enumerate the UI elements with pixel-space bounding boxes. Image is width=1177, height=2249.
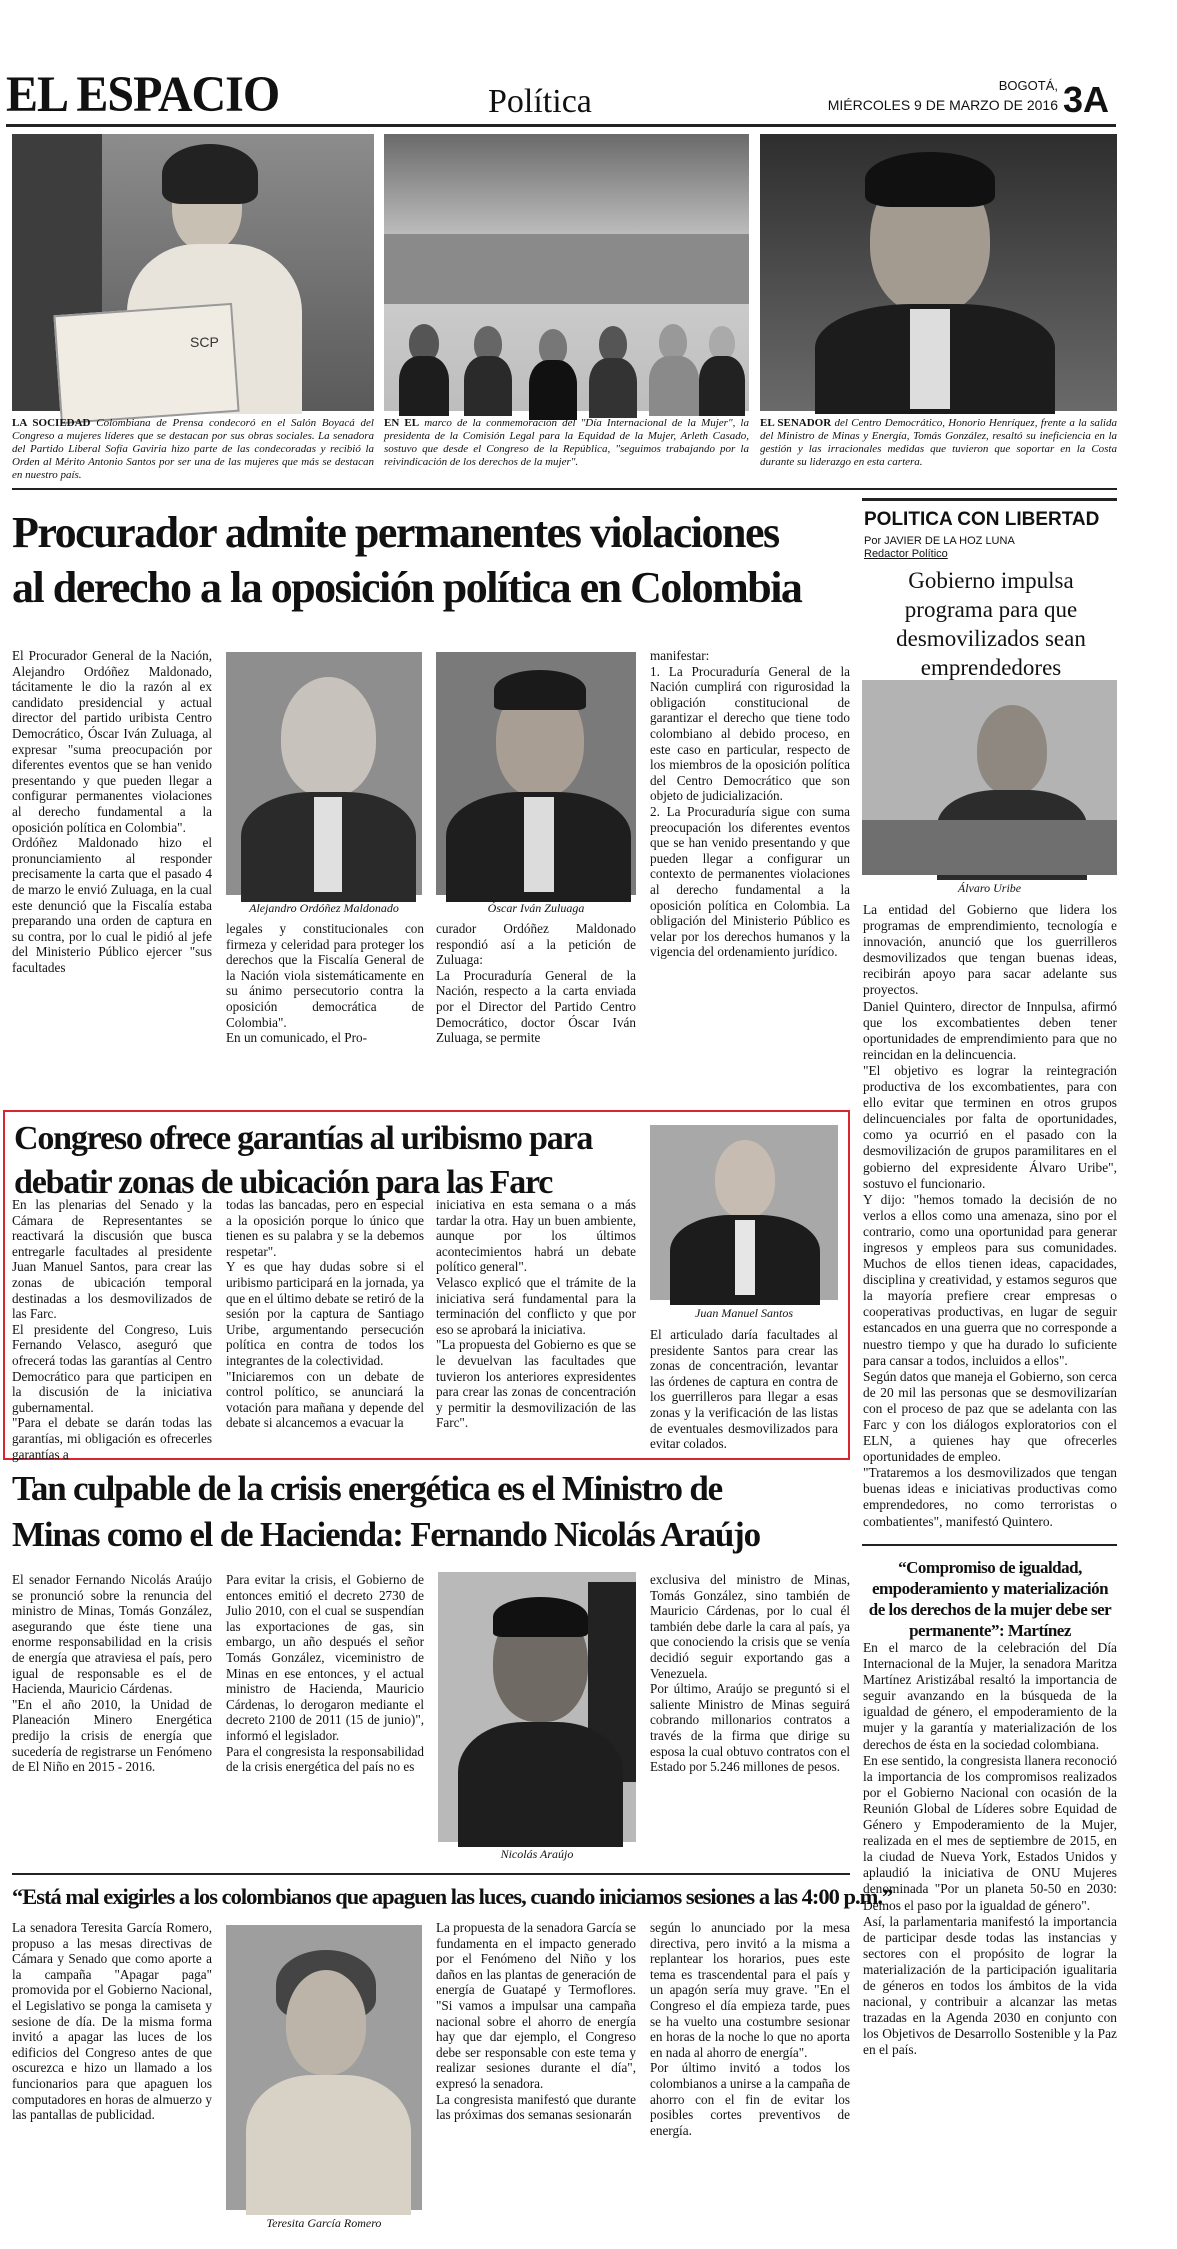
article4-col2: La propuesta de la senadora García se fundamenta en el impacto generado por el Fenómeno del Niño y los daños en las plantas de generación de energía de Guatapé y Termoflores. "Si vamos a impulsar una campaña nacional sobre el ahorro de energía hay que dar ejemplo, el Congreso debe ser responsable con este tema y realizar sesiones durante el día", expresó la senadora. La congresista manifestó que durante las próximas dos semanas sesionarán <box>436 1920 636 2123</box>
caption-2-lead: EN EL <box>384 417 420 429</box>
article1-col4: manifestar: 1. La Procuraduría General de la Nación cumplirá con rigurosidad la obligación constitucional de garantizar el derecho que tiene todo colombiano al debido proceso, en este caso en particular, respecto de los miembros de la oposición política del Centro Democrático que son objeto de judicialización. 2. La Procuraduría sigue con suma preocupación los diferentes eventos que se han venido presentando y que pueden llegar a configurar un contexto de permanentes violaciones al derecho fundamental a la oposición política en Colombia. La obligación del Ministerio Público es velar por los derechos humanos y la vigencia del ordenamiento jurídico. <box>650 648 850 960</box>
column-role: Redactor Político <box>864 548 948 560</box>
masthead-city: BOGOTÁ, <box>998 78 1058 93</box>
photo-juan-manuel-santos <box>650 1125 838 1300</box>
caption-3-text: del Centro Democrático, Honorio Henríquez, frente a la salida del Ministro de Minas y Energía, Tomás González, resaltó su ineficiencia en la gestión y las irracionales medidas que tuvieron que soportar en la Costa durante su liderazgo en esta cartera. <box>760 417 1117 468</box>
caption-photo-1 <box>12 417 374 482</box>
article3-col2: Para evitar la crisis, el Gobierno de entonces emitió el decreto 2730 de Julio 2010, con el cual se suspendían las exportaciones de gas, sin embargo, un año después el señor Tomás González, viceministro de Minas en ese entonces, y el actual ministro de Hacienda, Mauricio Cárdenas, lo derogaron mediante el decreto 2100 de 2011 (15 de junio)", informó el legislador. Para el congresista la responsabilidad de la crisis energética del país no es <box>226 1572 424 1775</box>
photo-teresita-garcia <box>226 1925 422 2210</box>
article4-col3: según lo anunciado por la mesa directiva, pero invitó a la misma a replantear los horarios, pues este tema es trascendental para el país y un apagón sería muy grave. "En el Congreso el día empieza tarde, pues se ha vuelto una costumbre sesionar en horas de la noche lo que no aporta en nada al ahorro de energía". Por último invitó a todos los colombianos a unirse a la campaña de ahorro con el fin de evitar los posibles cortes preventivos de energía. <box>650 1920 850 2138</box>
article2-col3: iniciativa en esta semana o a más tardar la otra. Hay un buen ambiente, aunque por los últimos acontecimientos habrá un debate político general". Velasco explicó que el trámite de la iniciativa será fundamental para la terminación del conflicto y que por eso se aprobará la iniciativa. "La propuesta del Gobierno es que se le devuelvan las facultades que tuvieron los anteriores expresidentes para crear las zonas de concentración y permitir la desmovilización de las Farc". <box>436 1197 636 1431</box>
article2-col2: todas las bancadas, pero en especial a la oposición porque lo único que tienen es su palabra y se la debemos respetar". Y es que hay dudas sobre si el uribismo participará en la jornada, ya que en el último debate se retiró de la sesión por la captura de Santiago Uribe, argumentando persecución política en contra de todos los integrantes de la colectividad. "Iniciaremos con un debate de control político, se anunciará la votación para mañana y depende del debate si alcancemos a evacuar la <box>226 1197 424 1431</box>
section-title: Política <box>488 83 592 120</box>
article3-headline <box>12 1466 852 1558</box>
column-byline: Por JAVIER DE LA HOZ LUNA <box>864 535 1015 547</box>
photo-caption-zuluaga: Óscar Iván Zuluaga <box>487 901 585 915</box>
caption-2-text: marco de la conmemoración del "Día Internacional de la Mujer", la presidenta de la Comisión Legal para la Equidad de la Mujer, Arleth Casado, sostuvo que desde el Congreso de la República, "seguimos trabajando por la reivindicación de los derechos de la mujer". <box>384 417 749 468</box>
caption-photo-2 <box>384 417 749 469</box>
photo-caption-araujo: Nicolás Araújo <box>500 1847 574 1861</box>
column-top-rule <box>862 498 1117 501</box>
photo-honorio-henriquez <box>760 134 1117 411</box>
caption-3-lead: EL SENADOR <box>760 417 832 429</box>
article1-headline-line1: Procurador admite permanentes violaciones <box>12 508 779 557</box>
masthead-rule <box>6 124 1116 127</box>
sidebar-body: En el marco de la celebración del Día Internacional de la Mujer, la senadora Maritza Martínez Aristizábal resaltó la importancia de seguir avanzando en la búsqueda de la igualdad de género, el empoderamiento de la mujer y la garantía y materialización de los derechos de ésta en la sociedad colombiana. En ese sentido, la congresista llanera reconoció la importancia de los compromisos realizados por el Gobierno Nacional con ocasión de la Reunión Global de Líderes sobre Equidad de Género y Empoderamiento de la Mujer, realizada en el mes de septiembre de 2015, en la ciudad de Nueva York, Estados Unidos y aplaudió la iniciativa de ONU Mujeres denominada "Por un planeta 50-50 en 2030: Demos el paso por la igualdad de género". Así, la parlamentaria manifestó la importancia de participar desde todas las instancias y sectores con el propósito de lograr la materialización de la participación igualitaria de géneros en todos los ámbitos de la vida nacional, y contribuir a alcanzar las metas trazadas en la Agenda 2030 en conjunto con los Objetivos de Desarrollo Sostenible y la Paz en el país. <box>863 1640 1117 2058</box>
article1-col2: legales y constitucionales con firmeza y celeridad para proteger los derechos que la Fiscalía General de la Nación viola sistemáticamente en su ánimo persecutorio contra la oposición democrática de Colombia". En un comunicado, el Pro- <box>226 921 424 1046</box>
photo-caption-uribe: Álvaro Uribe <box>957 881 1022 895</box>
photo-caption-ordonez: Alejandro Ordóñez Maldonado <box>249 901 399 915</box>
sidebar-top-rule <box>862 1544 1117 1546</box>
sidebar-headline: “Compromiso de igualdad, empoderamiento y materialización de los derechos de la mujer debe ser permanente”: Martínez <box>868 1558 1112 1640</box>
photo-alejandro-ordonez <box>226 652 422 895</box>
column-headline: Gobierno impulsa programa para que desmovilizados sean emprendedores <box>896 568 1086 680</box>
caption-1-text: Colombiana de Prensa condecoró en el Salón Boyacá del Congreso a mujeres líderes que se destacan por sus obras sociales. La senadora del Partido Liberal Sofía Gaviria hizo parte de las condecoradas y recibió la Orden al Mérito Antonio Santos por ser una de las mujeres que más se destacan en nuestro país. <box>12 417 374 481</box>
photo-alvaro-uribe <box>862 680 1117 875</box>
article2-col4: El articulado daría facultades al presidente Santos para crear las zonas de concentración, levantar las órdenes de captura en contra de los guerrilleros para llegar a esas zonas y la verificación de las listas de eventuales desmovilizados para evitar colados. <box>650 1327 838 1452</box>
photo-caption-teresita: Teresita García Romero <box>266 2216 382 2230</box>
plaque-text: SCP <box>190 334 219 350</box>
column-name: POLITICA CON LIBERTAD <box>864 509 1100 530</box>
article3-rule <box>12 1873 850 1875</box>
photo-caption-santos: Juan Manuel Santos <box>695 1306 793 1320</box>
masthead-date: MIÉRCOLES 9 DE MARZO DE 2016 <box>827 97 1058 113</box>
masthead <box>0 0 1177 132</box>
article3-headline-line1: Tan culpable de la crisis energética es el Ministro de <box>12 1469 723 1508</box>
photo-oscar-ivan-zuluaga <box>436 652 636 895</box>
article1-col1: El Procurador General de la Nación, Alejandro Ordóñez Maldonado, tácitamente le dio la razón al ex candidato presidencial y actual director del partido uribista Centro Democrático, Óscar Iván Zuluaga, al expresar "suma preocupación por diferentes eventos que se han venido presentando y que pueden llegar a configurar permanentes violaciones al derecho fundamental a la oposición política en Colombia". Ordóñez Maldonado hizo el pronunciamiento al responder precisamente la carta que el pasado 4 de marzo le envió Zuluaga, en la cual este denunció que la Fiscalía estaba preparando una orden de captura en su contra, por lo cual le pidió al jefe del Ministerio Público ejercer "sus facultades <box>12 648 212 975</box>
column-body: La entidad del Gobierno que lidera los programas de emprendimiento, tecnología e innovación, anunció que los guerrilleros desmovilizados que tengan buenas ideas, recibirán apoyo para sacar adelante sus proyectos. Daniel Quintero, director de Innpulsa, afirmó que los excombatientes deben tener oportunidades de emprendimiento para que no reincidan en la delincuencia. "El objetivo es lograr la reintegración productiva de los excombatientes, para con ello evitar que terminen en otros grupos delincuenciales por falta de oportunidades, como ya ocurrió en el pasado con la desmovilización de grupos paramilitares en el gobierno del expresidente Álvaro Uribe", sostuvo el funcionario. Y dijo: "hemos tomado la decisión de no verlos a ellos como una amenaza, sino por el contrario, como una oportunidad para generar ingresos y empleos para sus comunidades. Muchos de ellos tienen ideas, capacidades, disciplina y creatividad, y estamos seguros que la mayoría prefiere crear empresas o cooperativas productivas, en lugar de seguir estancados en una guerra que no corresponde a nuestro tiempo y que ha durado lo suficiente para cansar a todos, incluidos a ellos". Según datos que maneja el Gobierno, son cerca de 20 mil las personas que se desmovilizarían con el proceso de paz que se adelanta con las Farc y con los diálogos exploratorios con el ELN, a quienes hay que ofrecerles oportunidades de empleo. "Trataremos a los desmovilizados que tengan buenas ideas e iniciativas productivas como emprendedores, no como terroristas o combatientes", manifestó Quintero. <box>863 902 1117 1529</box>
article3-headline-line2: Minas como el de Hacienda: Fernando Nicolás Araújo <box>12 1515 760 1554</box>
article3-col3: exclusiva del ministro de Minas, Tomás González, sino también de Mauricio Cárdenas, por lo cual él también debe darle la cara al país, ya que conociendo la crisis que se venía decidió seguir exportando gas a Venezuela. Por último, Araújo se preguntó si el saliente Ministro de Minas seguirá cobrando millonarios contratos a través de la firma que dirige su esposa la cual obtuvo contratos con el Estado por 5.246 millones de pesos. <box>650 1572 850 1775</box>
article2-headline-line2: debatir zonas de ubicación para las Farc <box>14 1164 553 1201</box>
article4-col1: La senadora Teresita García Romero, propuso a las mesas directivas de Cámara y Senado que como aporte a la campaña "Apagar paga" promovida por el Gobierno Nacional, el Legislativo se ponga la camiseta y sesione de día. De la misma forma invitó a apagar las luces de los edificios del Congreso antes de que oscurezca e hizo un llamado a los funcionarios para que apaguen los computadores en horas de almuerzo y las pantallas de publicidad. <box>12 1920 212 2123</box>
article2-col1: En las plenarias del Senado y la Cámara de Representantes se reactivará la discusión que busca entregarle facultades al presidente Juan Manuel Santos, para crear las zonas de ubicación temporal destinadas a los desmovilizados de las Farc. El presidente del Congreso, Luis Fernando Velasco, aseguró que ofrecerá todas las garantías al Centro Democrático para que participen en la discusión de la iniciativa gubernamental. "Para el debate se darán todas las garantías, mi obligación es ofrecerles garantías a <box>12 1197 212 1462</box>
newspaper-logo: EL ESPACIO <box>6 66 280 123</box>
page-number: 3A <box>1063 79 1110 120</box>
caption-1-lead: LA SOCIEDAD <box>12 417 91 429</box>
article2-headline <box>14 1117 654 1205</box>
photo-sofia-gaviria <box>12 134 374 411</box>
article1-col3: curador Ordóñez Maldonado respondió así a la petición de Zuluaga: La Procuraduría General de la Nación, respecto a la carta enviada por el Director del Partido Centro Democrático, doctor Óscar Iván Zuluaga, se permite <box>436 921 636 1046</box>
photo-nicolas-araujo <box>438 1572 636 1842</box>
article1-headline-line2: al derecho a la oposición política en Colombia <box>12 563 802 612</box>
caption-photo-3 <box>760 417 1117 469</box>
article4-headline: “Está mal exigirles a los colombianos que apaguen las luces, cuando iniciamos sesiones a las 4:00 p.m.” <box>12 1884 893 1909</box>
top-photos-rule <box>12 488 1117 490</box>
article3-col1: El senador Fernando Nicolás Araújo se pronunció sobre la renuncia del ministro de Minas, Tomás González, asegurando que éste tiene una enorme responsabilidad en la crisis de energía que atraviesa el país, pero igual de responsable es el de Hacienda, Mauricio Cárdenas. "En el año 2010, la Unidad de Planeación Minero Energética predijo la crisis de energía que sucedería de registrarse un Fenómeno de El Niño en 2015 - 2016. <box>12 1572 212 1775</box>
photo-arleth-casado <box>384 134 749 411</box>
article2-headline-line1: Congreso ofrece garantías al uribismo para <box>14 1120 593 1157</box>
article1-headline <box>12 505 852 615</box>
